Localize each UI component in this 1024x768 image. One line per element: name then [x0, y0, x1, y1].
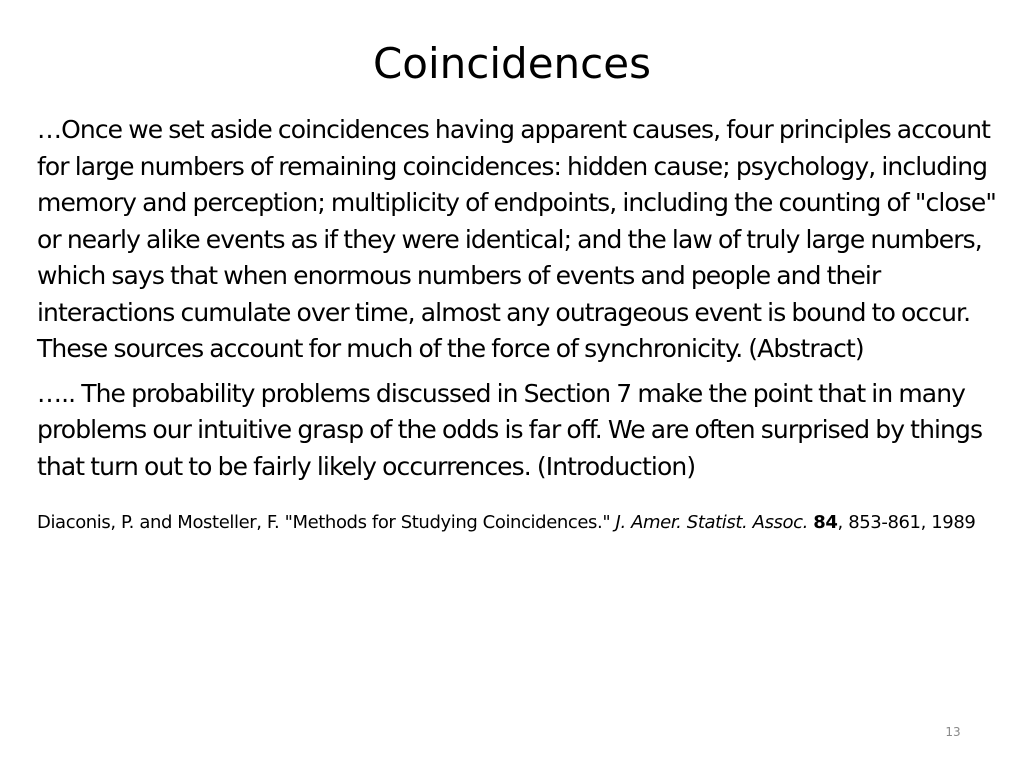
citation-journal: J. Amer. Statist. Assoc. — [615, 512, 808, 533]
citation-pages-year: , 853-861, 1989 — [837, 512, 976, 533]
slide-title: Coincidences — [372, 39, 651, 88]
citation — [37, 511, 997, 535]
quote-paragraph-introduction: ….. The probability problems discussed in Section 7 make the point that in many problems our intuitive grasp of the odds is far off. We are often surprised by things that turn out to be fairly likely occurrences. (Introduction) — [37, 378, 983, 481]
citation-volume: 84 — [813, 512, 838, 533]
citation-authors-title: Diaconis, P. and Mosteller, F. "Methods for Studying Coincidences." — [37, 512, 616, 533]
slide-number: 13 — [945, 725, 961, 739]
slide-body — [37, 112, 997, 553]
quote-paragraph-abstract: …Once we set aside coincidences having apparent causes, four principles account for large numbers of remaining coincidences: hidden cause; psychology, including memory and perception; multiplicity of endpoints, including the counting of "close" or nearly alike events as if they were identical; and the law of truly large numbers, which says that when enormous numbers of events and people and their interactions cumulate over time, almost any outrageous event is bound to occur. These sources account for much of the force of synchronicity. (Abstract) — [37, 115, 996, 363]
